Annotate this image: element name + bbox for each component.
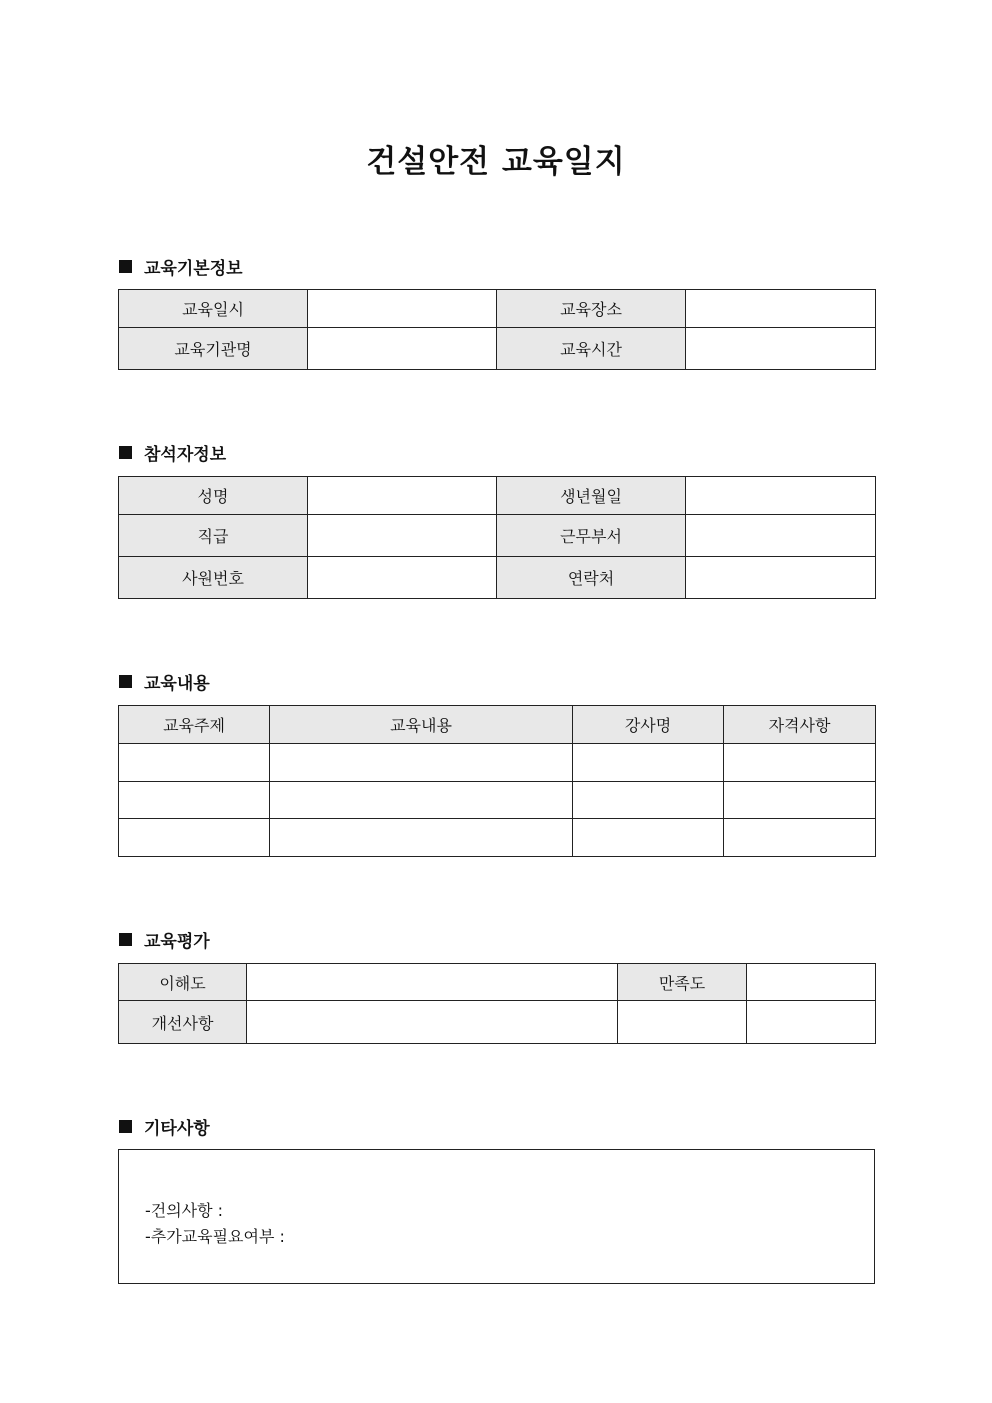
square-bullet-icon [119, 260, 132, 273]
qualification-cell[interactable] [724, 744, 876, 782]
section-title: 교육평가 [144, 932, 210, 952]
square-bullet-icon [119, 675, 132, 688]
understanding-field[interactable] [247, 964, 618, 1001]
section-title: 교육기본정보 [144, 259, 243, 279]
topic-cell[interactable] [119, 744, 270, 782]
table-row [119, 744, 876, 782]
evaluation-table [118, 963, 876, 1044]
square-bullet-icon [119, 933, 132, 946]
instructor-cell[interactable] [573, 782, 724, 819]
contact-field[interactable] [686, 557, 876, 599]
position-field[interactable] [308, 515, 497, 557]
instructor-cell[interactable] [573, 744, 724, 782]
attendee-info-table [118, 476, 876, 599]
section-heading-evaluation [119, 927, 210, 952]
section-title: 참석자정보 [144, 445, 227, 465]
additional-training-line: -추가교육필요여부 : [145, 1227, 285, 1246]
name-field[interactable] [308, 477, 497, 515]
content-cell[interactable] [270, 744, 573, 782]
edu-institution-field[interactable] [308, 328, 497, 370]
other-notes-box[interactable] [118, 1149, 875, 1284]
qualification-cell[interactable] [724, 782, 876, 819]
label-cell: 교육기관명 [119, 328, 308, 370]
edu-date-field[interactable] [308, 290, 497, 328]
section-heading-attendee [119, 440, 226, 465]
blank-cell[interactable] [618, 1001, 747, 1044]
label-cell: 연락처 [497, 557, 686, 599]
instructor-cell[interactable] [573, 819, 724, 857]
improvement-field[interactable] [247, 1001, 618, 1044]
label-cell: 만족도 [618, 964, 747, 1001]
blank-cell[interactable] [747, 1001, 876, 1044]
label-cell: 생년월일 [497, 477, 686, 515]
topic-cell[interactable] [119, 819, 270, 857]
column-header: 자격사항 [724, 706, 876, 744]
birthdate-field[interactable] [686, 477, 876, 515]
column-header: 교육주제 [119, 706, 270, 744]
label-cell: 개선사항 [119, 1001, 247, 1044]
label-cell: 교육장소 [497, 290, 686, 328]
qualification-cell[interactable] [724, 819, 876, 857]
column-header: 강사명 [573, 706, 724, 744]
label-cell: 교육일시 [119, 290, 308, 328]
page-title: 건설안전 교육일지 [366, 144, 626, 180]
label-cell: 직급 [119, 515, 308, 557]
suggestion-line: -건의사항 : [145, 1201, 224, 1220]
table-row [119, 819, 876, 857]
department-field[interactable] [686, 515, 876, 557]
topic-cell[interactable] [119, 782, 270, 819]
basic-info-table [118, 289, 876, 370]
label-cell: 성명 [119, 477, 308, 515]
edu-time-field[interactable] [686, 328, 876, 370]
content-table [118, 705, 876, 857]
satisfaction-field[interactable] [747, 964, 876, 1001]
label-cell: 근무부서 [497, 515, 686, 557]
column-header: 교육내용 [270, 706, 573, 744]
table-row [119, 782, 876, 819]
label-cell: 이해도 [119, 964, 247, 1001]
section-heading-basic [119, 254, 243, 279]
edu-place-field[interactable] [686, 290, 876, 328]
label-cell: 사원번호 [119, 557, 308, 599]
section-title: 기타사항 [144, 1119, 210, 1139]
content-cell[interactable] [270, 782, 573, 819]
section-heading-content [119, 669, 210, 694]
section-title: 교육내용 [144, 674, 210, 694]
label-cell: 교육시간 [497, 328, 686, 370]
employee-number-field[interactable] [308, 557, 497, 599]
section-heading-other [119, 1114, 210, 1139]
square-bullet-icon [119, 1120, 132, 1133]
content-cell[interactable] [270, 819, 573, 857]
square-bullet-icon [119, 446, 132, 459]
